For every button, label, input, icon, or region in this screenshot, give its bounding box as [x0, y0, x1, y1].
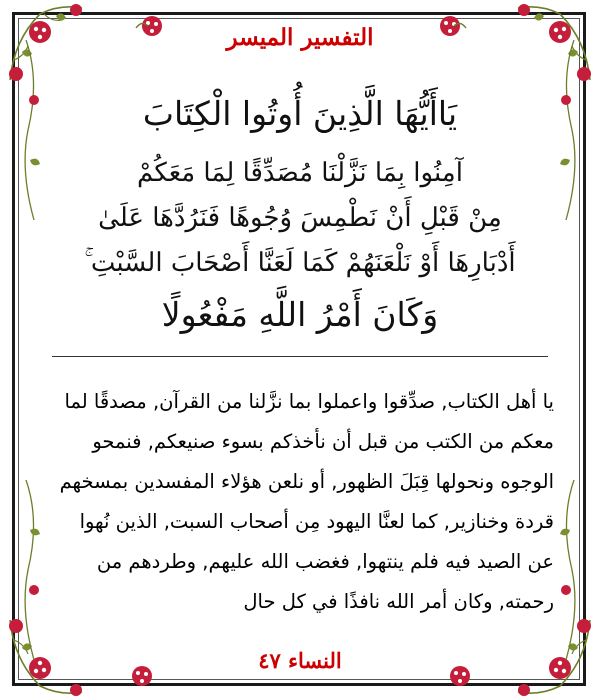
tafsir-line-6: رحمته, وكان أمر الله نافذًا في كل حال [243, 590, 554, 613]
vine-ornament-right-top [550, 40, 580, 220]
surah-reference: النساء ٤٧ [258, 648, 342, 673]
verse-line-1: يَاأَيُّهَا الَّذِينَ أُوتُوا الْكِتَابَ [142, 94, 458, 133]
verse-line-4: أَدْبَارِهَا أَوْ نَلْعَنَهُمْ كَمَا لَعَنَّا أَصْحَابَ السَّبْتِ ۚ [84, 248, 516, 278]
vine-ornament-left-top [20, 40, 50, 220]
tafsir-line-3: الوجوه ونحولها قِبَلَ الظهور, أو نلعن هؤلاء المفسدين بمسخهم [59, 470, 554, 493]
tafsir-line-2: معكم من الكتب من قبل أن نأخذكم بسوء صنيعكم, فنمحو [92, 430, 554, 453]
vine-ornament-right-bottom [550, 480, 580, 660]
verse-line-3: مِنْ قَبْلِ أَنْ نَطْمِسَ وُجُوهًا فَنَرُدَّهَا عَلَىٰ [98, 203, 502, 233]
verse-line-5: وَكَانَ أَمْرُ اللَّهِ مَفْعُولًا [161, 295, 439, 334]
section-divider [52, 356, 548, 357]
tafsir-line-1: يا أهل الكتاب, صدِّقوا واعملوا بما نزَّلنا من القرآن, مصدقًا لما [64, 390, 554, 413]
tafsir-line-5: عن الصيد فيه فلم ينتهوا, فغضب الله عليهم, وطردهم من [96, 550, 554, 573]
page-title: التفسير الميسر [226, 24, 374, 51]
tafsir-text [46, 382, 554, 622]
tafsir-line-4: قردة وخنازير, كما لعنَّا اليهود مِن أصحاب السبت, الذين نُهوا [79, 510, 554, 533]
verse-line-2: آمِنُوا بِمَا نَزَّلْنَا مُصَدِّقًا لِمَا مَعَكُمْ [137, 158, 463, 188]
